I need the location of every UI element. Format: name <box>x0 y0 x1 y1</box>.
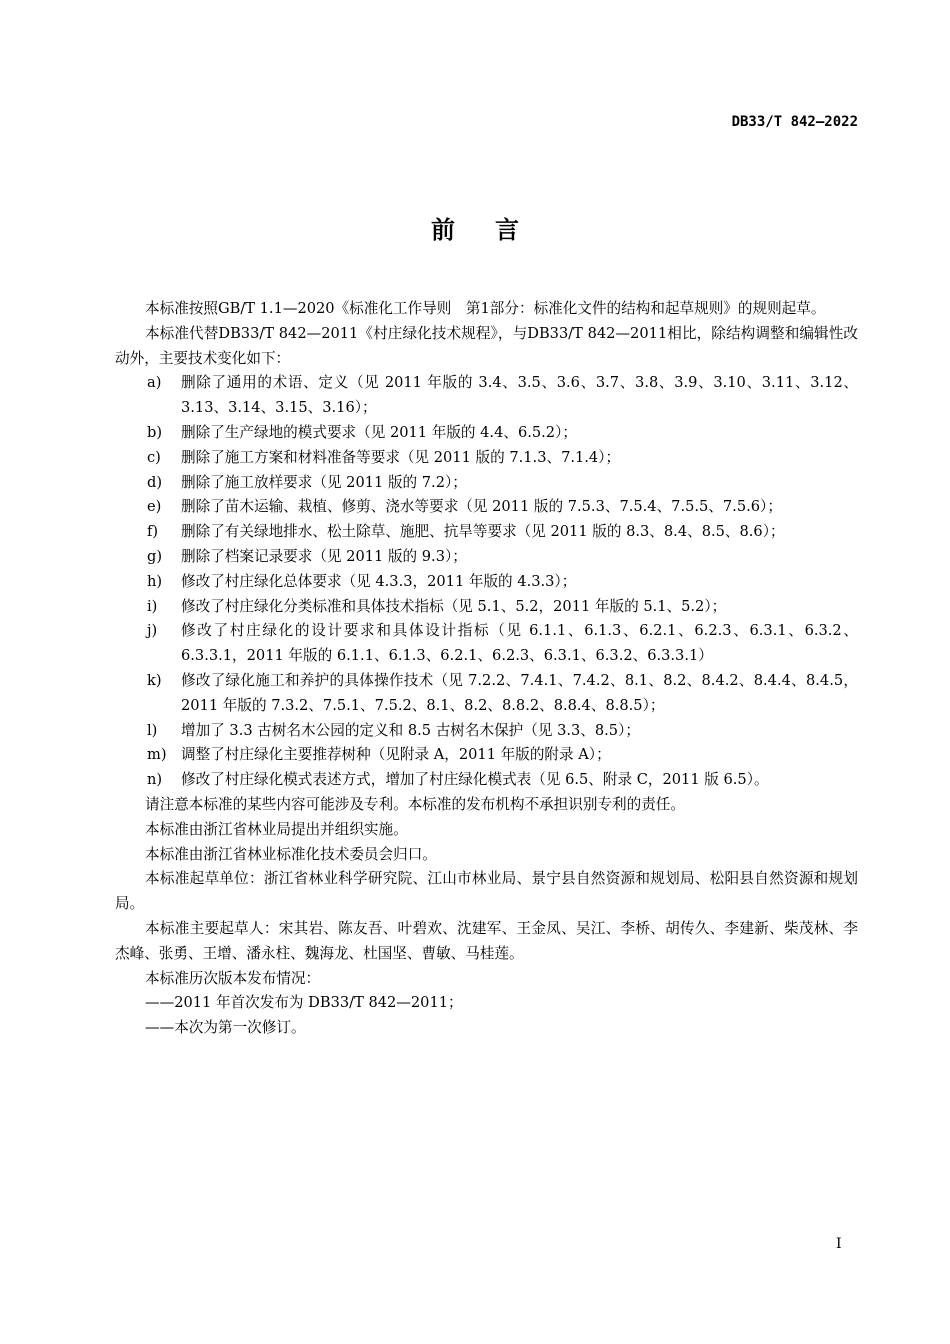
list-label: g) <box>147 547 163 565</box>
list-item <box>115 471 858 496</box>
list-text: 删除了施工放样要求（见 2011 版的 7.2）； <box>181 473 467 491</box>
paragraph: 本标准历次版本发布情况： <box>145 969 321 987</box>
page-number: I <box>836 1236 842 1252</box>
list-item <box>115 520 858 545</box>
list-label: e) <box>147 498 162 516</box>
list-label: f) <box>147 523 159 541</box>
list-item <box>115 371 858 421</box>
list-text: 删除了档案记录要求（见 2011 版的 9.3）； <box>181 547 467 565</box>
document-code: DB33/T 842—2022 <box>731 114 858 130</box>
list-item <box>115 421 858 446</box>
list-label: l) <box>147 721 158 739</box>
list-item <box>115 570 858 595</box>
paragraph: 本标准由浙江省林业局提出并组织实施。 <box>145 820 408 838</box>
list-label: h) <box>147 572 163 590</box>
list-text: 删除了施工方案和材料准备等要求（见 2011 版的 7.1.3、7.1.4）； <box>181 448 621 466</box>
list-item <box>115 619 858 669</box>
paragraph: 本标准由浙江省林业标准化技术委员会归口。 <box>145 845 437 863</box>
list-text: 删除了苗木运输、栽植、修剪、浇水等要求（见 2011 版的 7.5.3、7.5.4、7.5.5、7.5.6）； <box>181 498 782 516</box>
list-text: 修改了村庄绿化的设计要求和具体设计指标（见 6.1.1、6.1.3、6.2.1、6.2.3、6.3.1、6.3.2、6.3.3.1，2011 年版的 6.1.1、6.1.3、6.2.1、6.2.3、6.3.1、6.3.2、6.3.3.1） <box>181 622 858 665</box>
paragraph: 本标准起草单位：浙江省林业科学研究院、江山市林业局、景宁县自然资源和规划局、松阳县自然资源和规划局。 <box>115 870 858 913</box>
list-label: k) <box>147 671 162 689</box>
list-item <box>115 495 858 520</box>
list-text: 删除了有关绿地排水、松土除草、施肥、抗旱等要求（见 2011 版的 8.3、8.4、8.5、8.6）； <box>181 523 785 541</box>
list-label: j) <box>147 622 158 640</box>
list-label: m) <box>147 746 167 764</box>
list-text: 修改了村庄绿化模式表述方式，增加了村庄绿化模式表（见 6.5、附录 C，2011 版 6.5）。 <box>181 771 769 789</box>
list-label: b) <box>147 423 163 441</box>
list-item <box>115 446 858 471</box>
list-text: 删除了通用的术语、定义（见 2011 年版的 3.4、3.5、3.6、3.7、3.8、3.9、3.10、3.11、3.12、3.13、3.14、3.15、3.16）； <box>181 374 858 417</box>
list-label: n) <box>147 771 163 789</box>
list-text: 增加了 3.3 古树名木公园的定义和 8.5 古树名木保护（见 3.3、8.5）； <box>181 721 640 739</box>
paragraph: 本标准主要起草人：宋其岩、陈友吾、叶碧欢、沈建军、王金凤、吴江、李桥、胡传久、李建新、柴茂林、李杰峰、张勇、王增、潘永柱、魏海龙、杜国坚、曹敏、马桂莲。 <box>115 919 858 962</box>
paragraph: 请注意本标准的某些内容可能涉及专利。本标准的发布机构不承担识别专利的责任。 <box>145 795 685 813</box>
list-item <box>115 743 858 768</box>
list-item <box>115 545 858 570</box>
list-label: d) <box>147 473 163 491</box>
list-label: i) <box>147 597 158 615</box>
list-label: a) <box>147 374 162 392</box>
list-item <box>115 719 858 744</box>
list-item <box>115 669 858 719</box>
list-text: 删除了生产绿地的模式要求（见 2011 年版的 4.4、6.5.2）； <box>181 423 577 441</box>
list-item <box>115 595 858 620</box>
history-item: ——本次为第一次修订。 <box>145 1019 306 1037</box>
list-label: c) <box>147 448 161 466</box>
page-title: 前言 <box>431 216 559 244</box>
document-body <box>115 297 858 1041</box>
changes-list <box>115 371 858 793</box>
list-text: 修改了村庄绿化总体要求（见 4.3.3，2011 年版的 4.3.3）； <box>181 572 577 590</box>
list-text: 修改了村庄绿化分类标准和具体技术指标（见 5.1、5.2，2011 年版的 5.1、5.2）； <box>181 597 727 615</box>
history-item: ——2011 年首次发布为 DB33/T 842—2011； <box>145 994 463 1012</box>
list-text: 调整了村庄绿化主要推荐树种（见附录 A，2011 年版的附录 A）； <box>181 746 611 764</box>
paragraph: 本标准按照GB/T 1.1—2020《标准化工作导则 第1部分：标准化文件的结构和起草规则》的规则起草。 <box>145 300 826 317</box>
list-text: 修改了绿化施工和养护的具体操作技术（见 7.2.2、7.4.1、7.4.2、8.1、8.2、8.4.2、8.4.4、8.4.5，2011 年版的 7.3.2、7.5.1、7.5.2、8.1、8.2、8.8.2、8.8.4、8.8.5）； <box>181 671 858 714</box>
paragraph: 本标准代替DB33/T 842—2011《村庄绿化技术规程》，与DB33/T 842—2011相比，除结构调整和编辑性改动外，主要技术变化如下： <box>115 324 858 367</box>
list-item <box>115 768 858 793</box>
